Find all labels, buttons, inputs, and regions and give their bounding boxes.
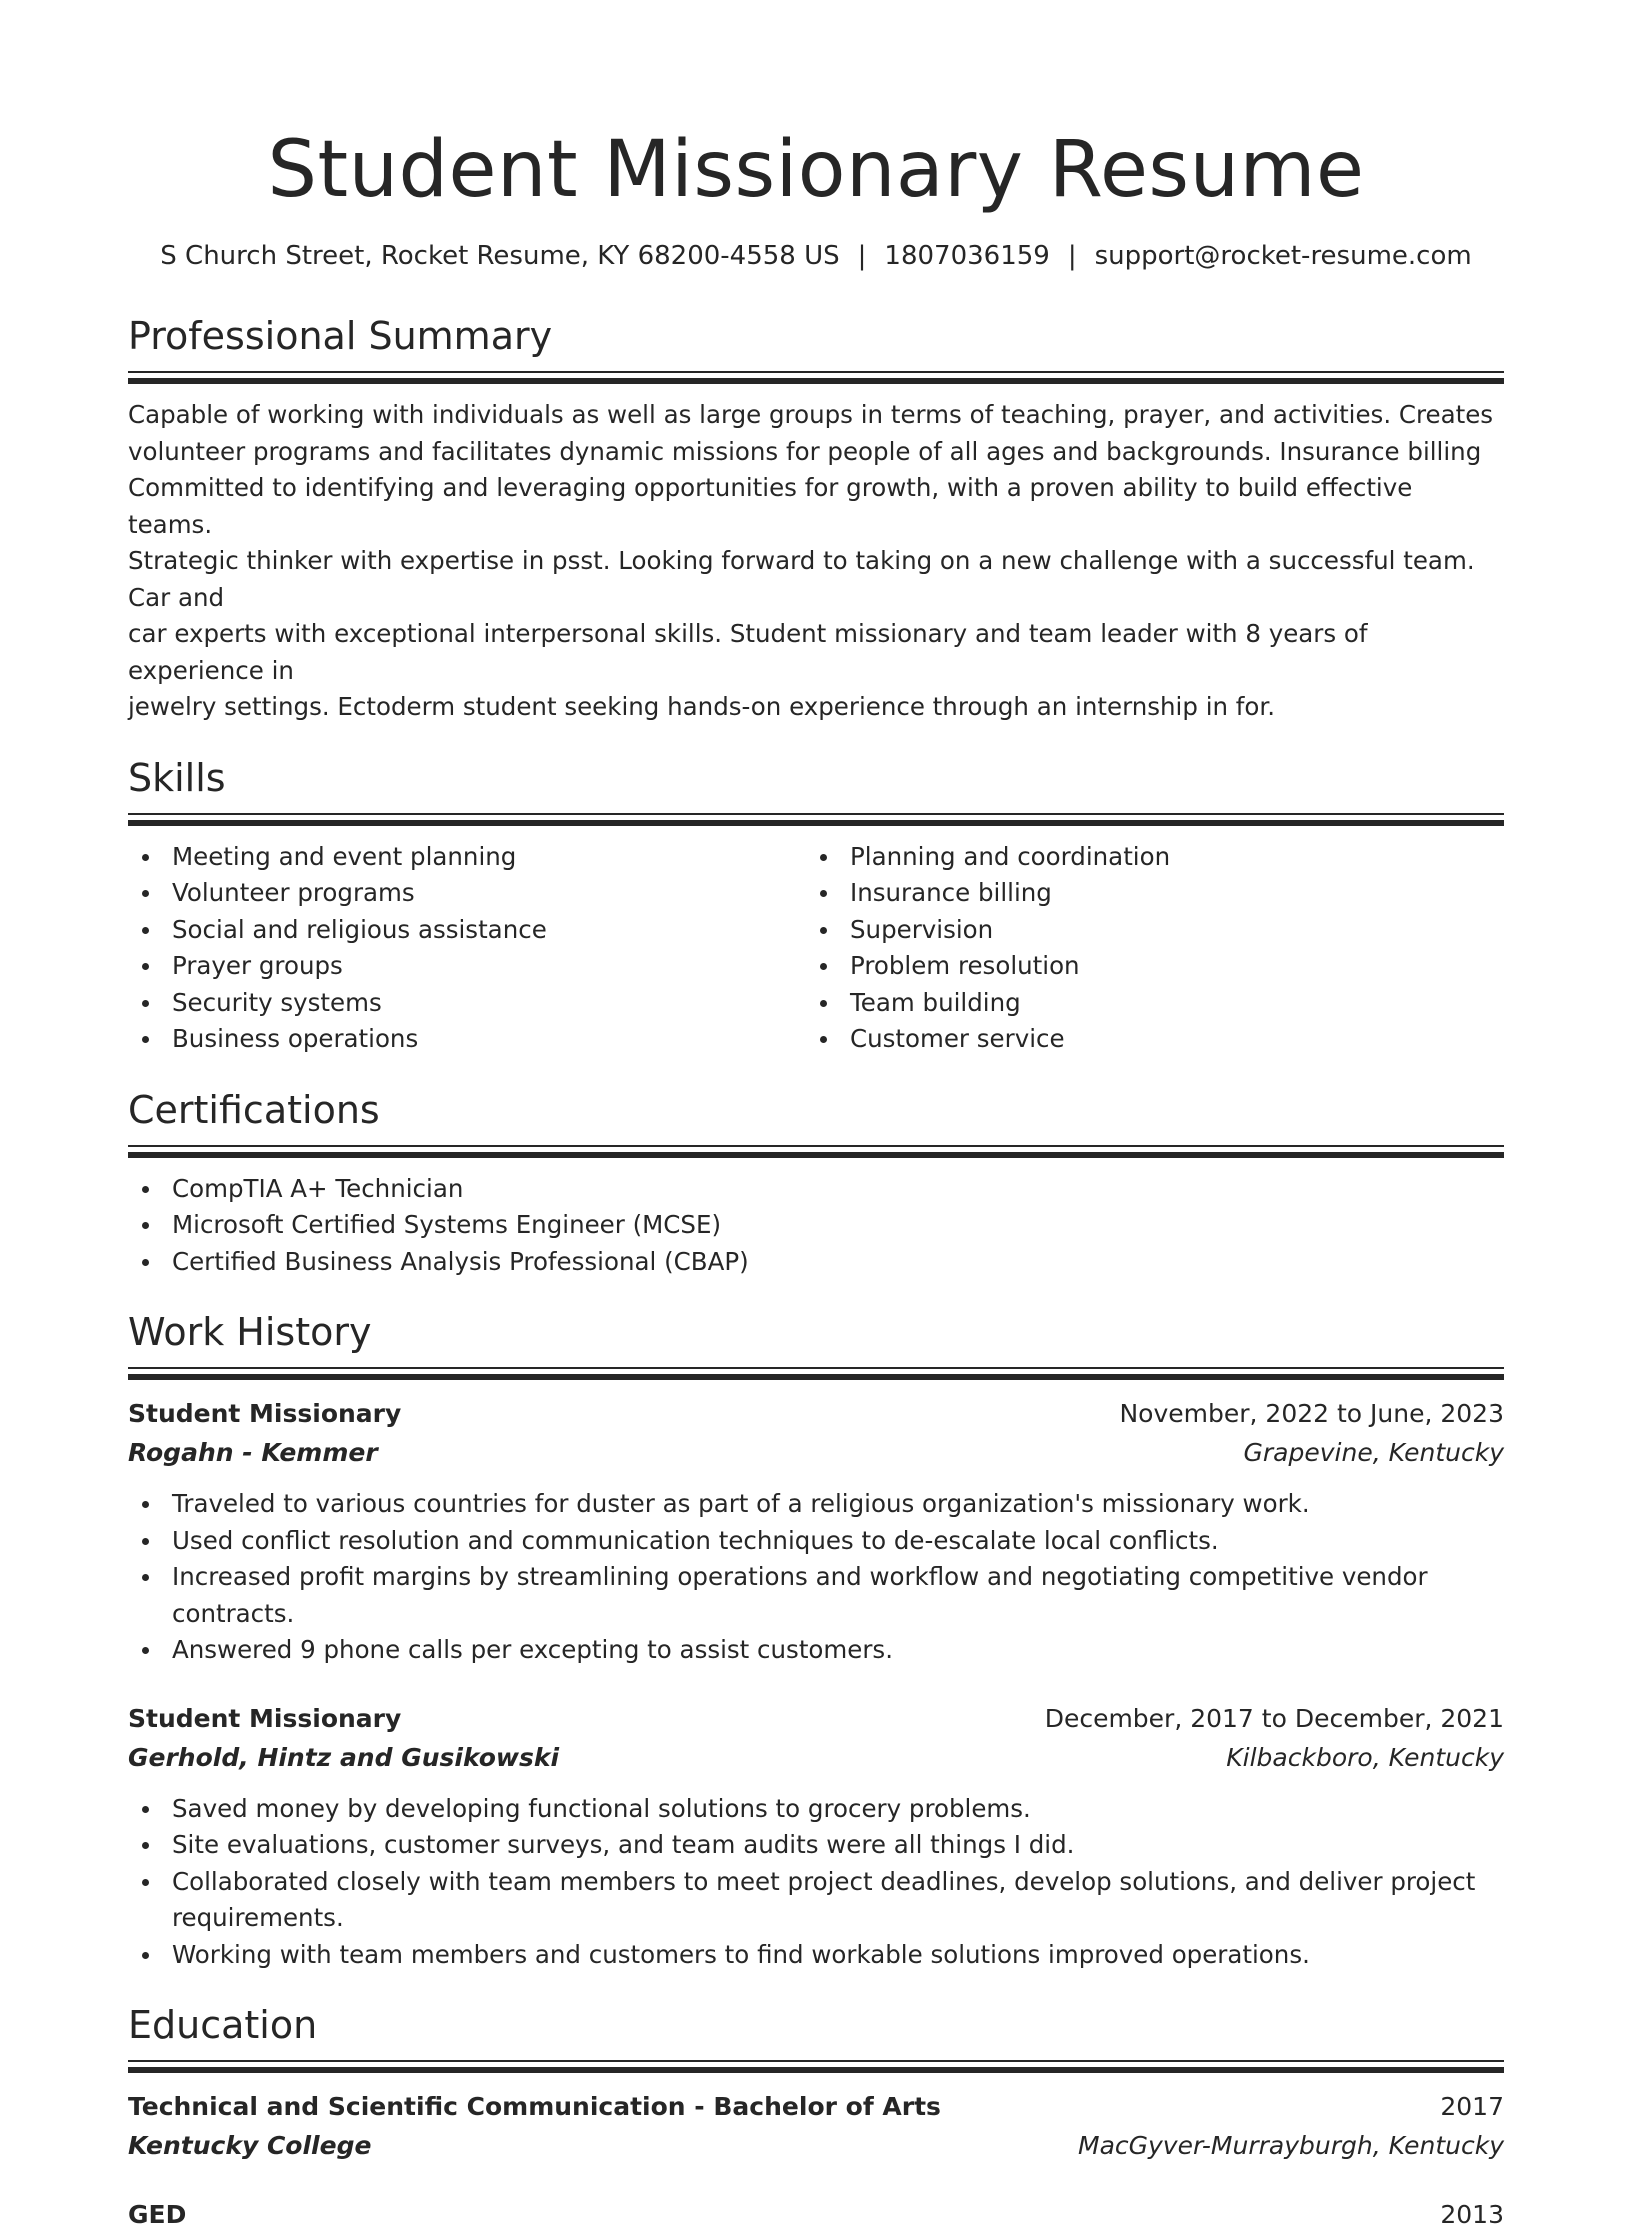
- summary-line: Capable of working with individuals as well as large groups in terms of teaching, prayer, and activities. Creates: [128, 400, 1494, 429]
- skill-item: Meeting and event planning: [128, 839, 806, 876]
- job-header-row: [128, 1394, 1504, 1433]
- section-divider: [128, 371, 1504, 385]
- education-header-row: [128, 2195, 1504, 2234]
- contact-line: [128, 238, 1504, 274]
- skill-item: Social and religious assistance: [128, 912, 806, 949]
- summary-line: Strategic thinker with expertise in psst. Looking forward to taking on a new challenge with a successful team. Car and: [128, 546, 1475, 612]
- education-entry: [128, 2087, 1504, 2165]
- skill-item: Customer service: [806, 1021, 1484, 1058]
- job-bullet: Used conflict resolution and communication techniques to de-escalate local conflicts.: [128, 1523, 1504, 1560]
- resume-page: [128, 118, 1504, 2234]
- job-header-row: [128, 1699, 1504, 1738]
- job-bullet: Increased profit margins by streamlining operations and workflow and negotiating competitive vendor contracts.: [128, 1559, 1504, 1632]
- skill-item: Business operations: [128, 1021, 806, 1058]
- skills-list-left: [128, 839, 806, 1058]
- job-bullet: Answered 9 phone calls per excepting to assist customers.: [128, 1632, 1504, 1669]
- certifications-list: [128, 1171, 1504, 1281]
- job-location: Kilbackboro, Kentucky: [1226, 1742, 1504, 1772]
- summary-section: [128, 312, 1504, 726]
- contact-separator: |: [1067, 241, 1077, 271]
- certification-item: CompTIA A+ Technician: [128, 1171, 1504, 1208]
- section-title-work-history: Work History: [128, 1310, 372, 1354]
- job-title: Student Missionary: [128, 1399, 402, 1428]
- certifications-section: [128, 1086, 1504, 1281]
- job-title: Student Missionary: [128, 1703, 402, 1733]
- section-title-skills: Skills: [128, 755, 226, 800]
- job-company: Rogahn - Kemmer: [128, 1438, 378, 1467]
- skill-item: Insurance billing: [806, 875, 1484, 912]
- section-divider: [128, 2060, 1504, 2074]
- job-company-row: [128, 1433, 1504, 1472]
- skill-item: Problem resolution: [806, 948, 1484, 985]
- job-company: Gerhold, Hintz and Gusikowski: [128, 1742, 560, 1772]
- work-history-section: [128, 1308, 1504, 1973]
- skill-item: Volunteer programs: [128, 875, 806, 912]
- section-title-certifications: Certifications: [128, 1087, 380, 1132]
- skill-item: Security systems: [128, 985, 806, 1022]
- job-bullet: Working with team members and customers to find workable solutions improved operations.: [128, 1937, 1504, 1974]
- skills-list-right: [806, 839, 1484, 1058]
- summary-line: Committed to identifying and leveraging opportunities for growth, with a proven ability to build effective teams.: [128, 473, 1413, 539]
- education-degree: GED: [128, 2200, 187, 2229]
- section-title-summary: Professional Summary: [128, 314, 553, 358]
- certification-item: Microsoft Certified Systems Engineer (MCSE): [128, 1207, 1504, 1244]
- skill-item: Supervision: [806, 912, 1484, 949]
- job-dates: November, 2022 to June, 2023: [1119, 1399, 1504, 1428]
- skill-item: Planning and coordination: [806, 839, 1484, 876]
- job-entry: [128, 1699, 1504, 1974]
- job-bullet: Saved money by developing functional solutions to grocery problems.: [128, 1791, 1504, 1828]
- education-degree: Technical and Scientific Communication - Bachelor of Arts: [128, 2092, 941, 2121]
- section-divider: [128, 1145, 1504, 1159]
- skills-section: [128, 754, 1504, 1058]
- job-bullet: Collaborated closely with team members to meet project deadlines, develop solutions, and deliver project requirements.: [128, 1864, 1504, 1937]
- email-link[interactable]: support@rocket-resume.com: [1094, 241, 1472, 271]
- education-entry: [128, 2195, 1504, 2234]
- job-bullet: Site evaluations, customer surveys, and team audits were all things I did.: [128, 1827, 1504, 1864]
- job-bullet: Traveled to various countries for duster as part of a religious organization's missionary work.: [128, 1486, 1504, 1523]
- contact-separator: |: [857, 241, 867, 271]
- education-school: Kentucky College: [128, 2131, 372, 2160]
- summary-text: [128, 397, 1504, 726]
- education-section: [128, 2001, 1504, 2234]
- summary-line: jewelry settings. Ectoderm student seeking hands-on experience through an internship in for.: [128, 692, 1276, 721]
- education-year: 2017: [1440, 2092, 1504, 2121]
- education-location: MacGyver-Murrayburgh, Kentucky: [1078, 2131, 1504, 2160]
- education-header-row: [128, 2087, 1504, 2126]
- section-title-education: Education: [128, 2003, 318, 2047]
- certification-item: Certified Business Analysis Professional (CBAP): [128, 1244, 1504, 1281]
- education-school-row: [128, 2126, 1504, 2165]
- resume-title: Student Missionary Resume: [267, 125, 1365, 215]
- section-divider: [128, 813, 1504, 827]
- job-location: Grapevine, Kentucky: [1243, 1438, 1504, 1467]
- summary-line: volunteer programs and facilitates dynamic missions for people of all ages and backgrounds. Insurance billing: [128, 436, 1482, 466]
- job-entry: [128, 1394, 1504, 1669]
- skill-item: Team building: [806, 985, 1484, 1022]
- address: S Church Street, Rocket Resume, KY 68200-4558 US: [160, 241, 840, 271]
- skills-columns: [128, 839, 1504, 1058]
- summary-line: car experts with exceptional interpersonal skills. Student missionary and team leader with 8 years of experience in: [128, 619, 1368, 685]
- job-dates: December, 2017 to December, 2021: [1044, 1703, 1504, 1733]
- education-year: 2013: [1440, 2200, 1504, 2229]
- job-company-row: [128, 1738, 1504, 1777]
- job-bullets: [128, 1486, 1504, 1669]
- section-divider: [128, 1367, 1504, 1381]
- skill-item: Prayer groups: [128, 948, 806, 985]
- job-bullets: [128, 1791, 1504, 1974]
- phone: 1807036159: [884, 241, 1050, 271]
